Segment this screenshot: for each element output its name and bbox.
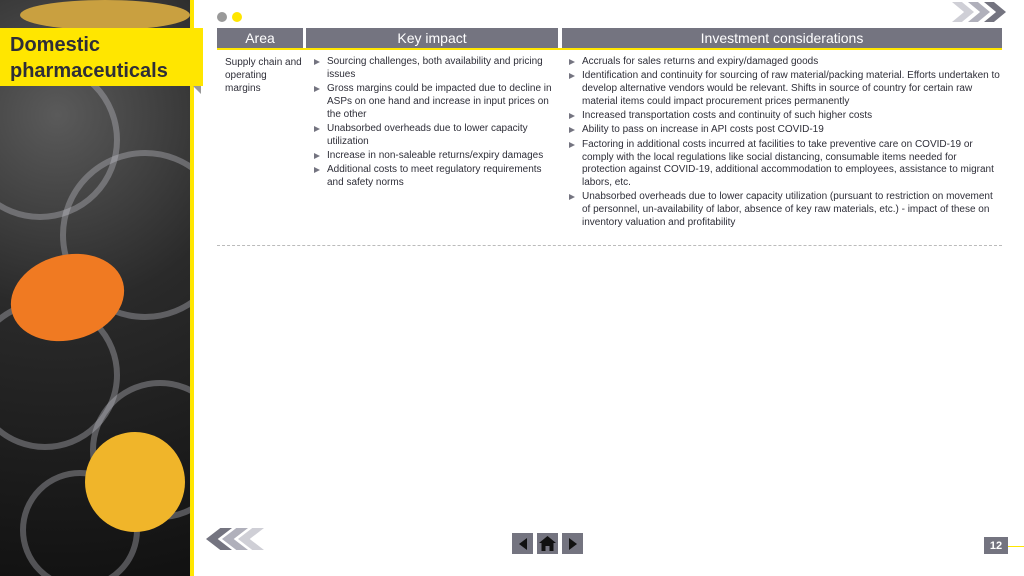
impact-cell [306,56,558,231]
bullet-icon [569,127,575,133]
bullet-icon [569,113,575,119]
next-slide-button[interactable] [562,533,583,554]
impact-text: Unabsorbed overheads due to lower capacity utilization [327,122,528,147]
bullet-icon [569,142,575,148]
bullet-icon [314,126,320,132]
list-item [569,56,1002,69]
background-photo [0,0,190,576]
yellow-dot-icon [232,12,242,22]
investment-text: Unabsorbed overheads due to lower capacity utilization (pursuant to restriction on movement of personnel, un-availability of labor, absence of key raw materials, etc.) - impact of these on inventory valuation and profitability [582,191,993,229]
impact-text: Gross margins could be impacted due to decline in ASPs on one hand and increase in input prices on the other [327,83,552,120]
home-icon [539,536,556,551]
list-item [569,191,1002,229]
table-row [217,50,1002,231]
list-item [569,124,1002,137]
prev-slide-button[interactable] [512,533,533,554]
investment-text: Accruals for sales returns and expiry/damaged goods [582,56,819,67]
list-item [569,139,1002,190]
list-item [314,123,558,149]
table-divider [217,245,1002,246]
list-item [569,110,1002,123]
area-cell: Supply chain and operating margins [225,57,302,94]
list-item [314,164,558,190]
page-accent-line [1008,546,1024,547]
list-item [314,150,558,163]
section-title: Domestic pharmaceuticals [0,28,203,86]
bullet-icon [569,194,575,200]
page-number: 12 [984,537,1008,554]
home-button[interactable] [537,533,558,554]
impact-table [217,28,1002,231]
impact-text: Sourcing challenges, both availability and pricing issues [327,56,543,80]
bullet-icon [569,59,575,65]
header-area: Area [217,28,303,48]
bullet-icon [314,153,320,159]
impact-text: Additional costs to meet regulatory requirements and safety norms [327,164,542,189]
investment-cell [562,56,1002,231]
title-notch [193,86,201,94]
bullet-icon [314,167,320,173]
list-item [314,83,558,121]
bullet-icon [569,73,575,79]
investment-text: Increased transportation costs and continuity of such higher costs [582,110,873,122]
triangle-right-icon [569,538,577,550]
bullet-icon [314,59,320,65]
table-header [217,28,1002,50]
triangle-left-icon [519,538,527,550]
impact-text: Increase in non-saleable returns/expiry damages [327,150,544,162]
chevron-right-icon [958,2,1006,22]
investment-text: Factoring in additional costs incurred at facilities to take preventive care on COVID-19 or comply with the local regulations like social distancing, consumable items needed for protection against COVID-19, additional accommodation to employees, assistance to migrant labors, etc. [582,138,994,189]
investment-text: Ability to pass on increase in API costs post COVID-19 [582,124,824,136]
header-investment-considerations: Investment considerations [562,28,1002,48]
header-key-impact: Key impact [306,28,558,48]
list-item [314,56,558,82]
list-item [569,70,1002,108]
gray-dot-icon [217,12,227,22]
investment-text: Identification and continuity for sourcing of raw material/packing material. Efforts undertaken to develop alternative vendors would be relevant. Shifts in source of country for certain raw material items could impact procurement prices permanently [582,70,1000,107]
bullet-icon [314,86,320,92]
back-chevrons-icon[interactable] [216,528,264,550]
